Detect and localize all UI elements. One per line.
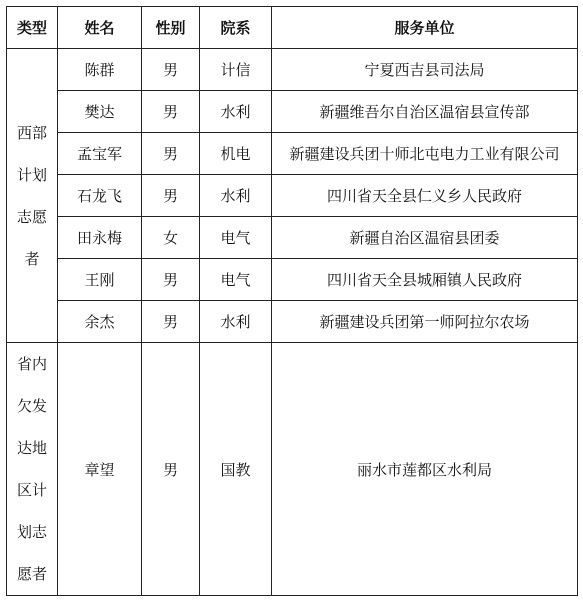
gender-cell: 男 bbox=[142, 301, 200, 343]
gender-cell: 男 bbox=[142, 259, 200, 301]
service-unit-cell: 四川省天全县城厢镇人民政府 bbox=[272, 259, 578, 301]
header-service-unit: 服务单位 bbox=[272, 7, 578, 49]
category-text: 划志 bbox=[16, 523, 47, 541]
table-row bbox=[7, 217, 578, 259]
department-cell: 国教 bbox=[200, 343, 272, 596]
category-text: 欠发 bbox=[16, 397, 47, 415]
department-cell: 水利 bbox=[200, 301, 272, 343]
category-text: 区计 bbox=[16, 481, 47, 499]
name-cell: 石龙飞 bbox=[58, 175, 142, 217]
service-unit-cell: 四川省天全县仁义乡人民政府 bbox=[272, 175, 578, 217]
service-unit-cell: 丽水市莲都区水利局 bbox=[272, 343, 578, 596]
header-category: 类型 bbox=[7, 7, 58, 49]
gender-cell: 男 bbox=[142, 49, 200, 91]
table-row bbox=[7, 91, 578, 133]
name-cell: 樊达 bbox=[58, 91, 142, 133]
gender-cell: 男 bbox=[142, 91, 200, 133]
service-unit-cell: 新疆建设兵团十师北屯电力工业有限公司 bbox=[272, 133, 578, 175]
department-cell: 电气 bbox=[200, 217, 272, 259]
category-cell-provincial-plan bbox=[7, 343, 58, 596]
service-unit-cell: 宁夏西吉县司法局 bbox=[272, 49, 578, 91]
category-text: 志愿 bbox=[16, 207, 47, 226]
name-cell: 王刚 bbox=[58, 259, 142, 301]
category-text: 计划 bbox=[16, 165, 47, 184]
header-gender: 性别 bbox=[142, 7, 200, 49]
service-unit-cell: 新疆自治区温宿县团委 bbox=[272, 217, 578, 259]
gender-cell: 男 bbox=[142, 343, 200, 596]
category-text: 达地 bbox=[16, 439, 47, 457]
table-row bbox=[7, 49, 578, 91]
table-row bbox=[7, 301, 578, 343]
header-department: 院系 bbox=[200, 7, 272, 49]
table-row bbox=[7, 343, 578, 596]
name-cell: 陈群 bbox=[58, 49, 142, 91]
department-cell: 电气 bbox=[200, 259, 272, 301]
gender-cell: 男 bbox=[142, 133, 200, 175]
department-cell: 水利 bbox=[200, 91, 272, 133]
department-cell: 机电 bbox=[200, 133, 272, 175]
gender-cell: 女 bbox=[142, 217, 200, 259]
service-unit-cell: 新疆建设兵团第一师阿拉尔农场 bbox=[272, 301, 578, 343]
category-text: 者 bbox=[24, 249, 40, 268]
department-cell: 计信 bbox=[200, 49, 272, 91]
category-text: 省内 bbox=[16, 355, 47, 373]
table-row bbox=[7, 175, 578, 217]
name-cell: 余杰 bbox=[58, 301, 142, 343]
category-text: 西部 bbox=[16, 123, 47, 142]
volunteer-table bbox=[6, 6, 578, 596]
category-text: 愿者 bbox=[16, 565, 47, 583]
service-unit-cell: 新疆维吾尔自治区温宿县宣传部 bbox=[272, 91, 578, 133]
department-cell: 水利 bbox=[200, 175, 272, 217]
header-name: 姓名 bbox=[58, 7, 142, 49]
category-cell-western-plan bbox=[7, 49, 58, 343]
name-cell: 章望 bbox=[58, 343, 142, 596]
name-cell: 孟宝军 bbox=[58, 133, 142, 175]
name-cell: 田永梅 bbox=[58, 217, 142, 259]
table-row bbox=[7, 133, 578, 175]
table-row bbox=[7, 259, 578, 301]
table-header-row bbox=[7, 7, 578, 49]
gender-cell: 男 bbox=[142, 175, 200, 217]
